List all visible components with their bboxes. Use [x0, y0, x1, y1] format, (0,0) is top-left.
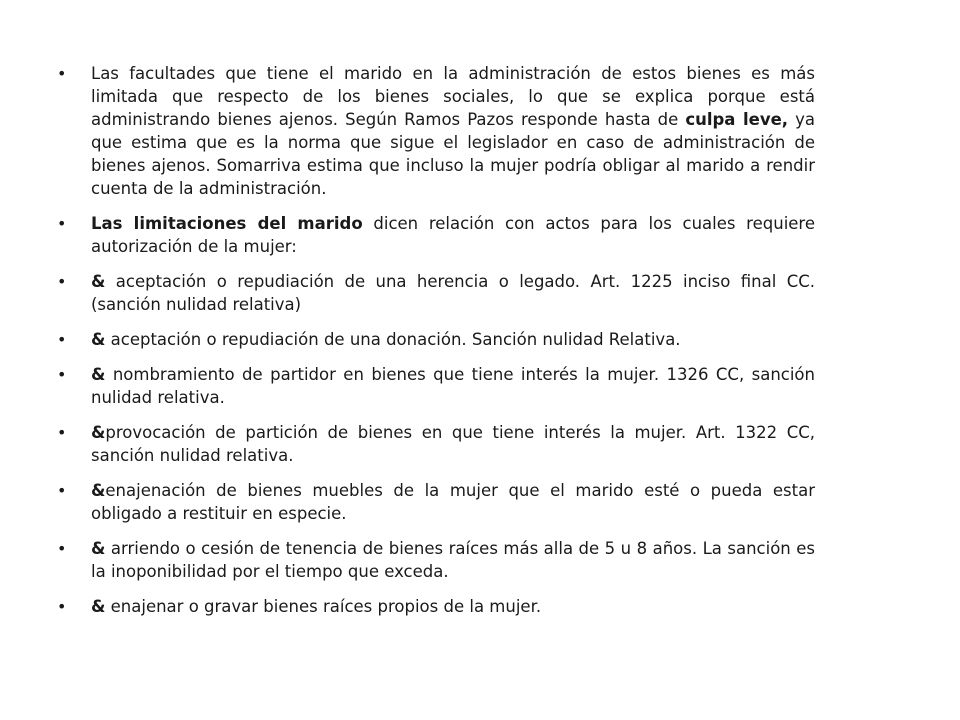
bold-text-segment: &	[91, 481, 106, 500]
bullet-item	[55, 421, 815, 467]
bullet-dot-icon: •	[57, 597, 67, 616]
bullet-dot-icon: •	[57, 539, 67, 558]
text-segment: enajenar o gravar bienes raíces propios de la mujer.	[105, 597, 542, 616]
bullet-item	[55, 62, 815, 200]
bold-text-segment: culpa leve,	[685, 110, 789, 129]
text-segment: aceptación o repudiación de una donación. Sanción nulidad Relativa.	[105, 330, 681, 349]
bullet-item	[55, 363, 815, 409]
bullet-dot-icon: •	[57, 214, 67, 233]
bold-text-segment: Las limitaciones del marido	[91, 214, 363, 233]
bullet-list	[55, 62, 815, 630]
text-segment: Las facultades que tiene el marido en la administración de estos bienes es más limitada que respecto de los bienes sociales, lo que se explica porque está administrando bienes ajenos. Según Ramos Pazos responde hasta de	[91, 64, 815, 129]
bold-text-segment: &	[91, 597, 106, 616]
text-segment: aceptación o repudiación de una herencia o legado. Art. 1225 inciso final CC. (sanción nulidad relativa)	[91, 272, 815, 314]
bold-text-segment: &	[91, 272, 106, 291]
bullet-dot-icon: •	[57, 64, 67, 83]
bullet-item	[55, 595, 815, 618]
text-segment: ya que estima que es la norma que sigue el legislador en caso de administración de bienes ajenos. Somarriva estima que incluso la mujer podría obligar al marido a rendir cuenta de la administración.	[91, 110, 815, 198]
bullet-item	[55, 328, 815, 351]
text-segment: provocación de partición de bienes en que tiene interés la mujer. Art. 1322 CC, sanción nulidad relativa.	[91, 423, 815, 465]
bullet-item	[55, 212, 815, 258]
bullet-item	[55, 479, 815, 525]
bullet-dot-icon: •	[57, 423, 67, 442]
bullet-item	[55, 537, 815, 583]
text-segment: arriendo o cesión de tenencia de bienes raíces más alla de 5 u 8 años. La sanción es la inoponibilidad por el tiempo que exceda.	[91, 539, 815, 581]
text-segment: dicen relación con actos para los cuales requiere autorización de la mujer:	[91, 214, 815, 256]
bold-text-segment: &	[91, 423, 106, 442]
text-segment: nombramiento de partidor en bienes que tiene interés la mujer. 1326 CC, sanción nulidad relativa.	[91, 365, 815, 407]
bullet-dot-icon: •	[57, 481, 67, 500]
bullet-dot-icon: •	[57, 330, 67, 349]
bold-text-segment: &	[91, 539, 106, 558]
bold-text-segment: &	[91, 365, 106, 384]
bullet-dot-icon: •	[57, 272, 67, 291]
bullet-dot-icon: •	[57, 365, 67, 384]
bold-text-segment: &	[91, 330, 106, 349]
text-segment: enajenación de bienes muebles de la mujer que el marido esté o pueda estar obligado a restituir en especie.	[91, 481, 815, 523]
bullet-item	[55, 270, 815, 316]
